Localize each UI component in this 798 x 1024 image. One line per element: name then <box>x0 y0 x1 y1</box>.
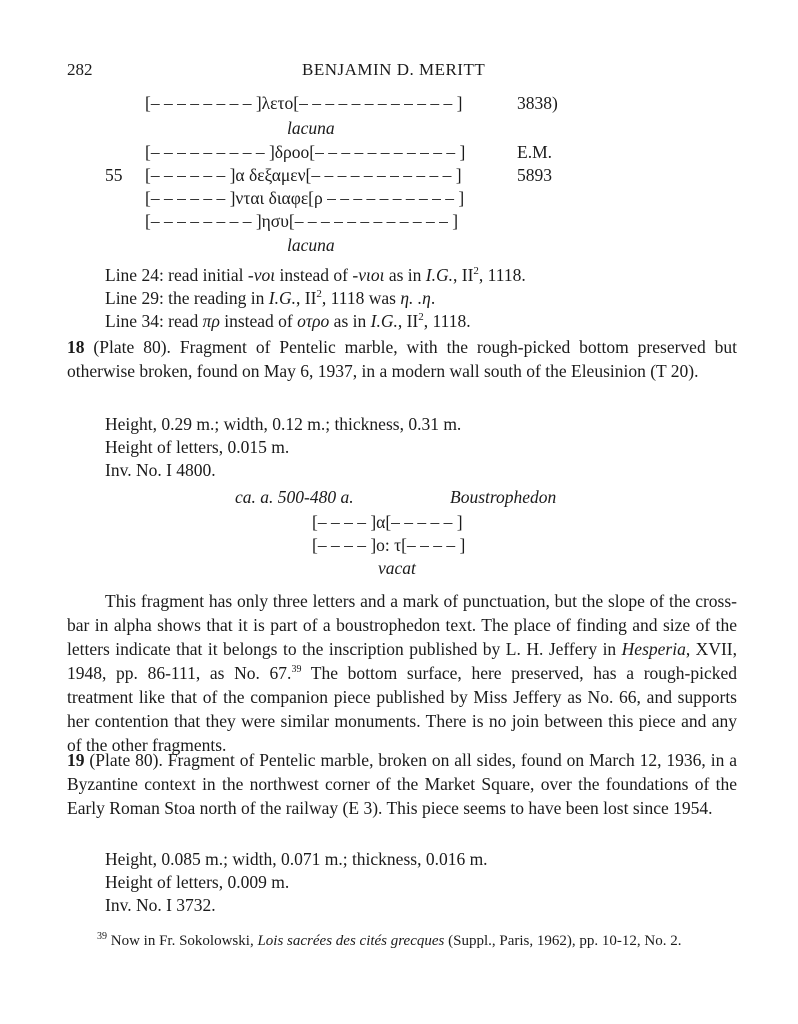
inventory-number: Inv. No. I 4800. <box>105 460 216 480</box>
inscription-line: [– – – – – – – – ]λετο[– – – – – – – – – – – – ] <box>145 93 463 113</box>
inscription-line: [– – – – – – – – – ]δροο[– – – – – – – – – – – ] <box>145 142 466 162</box>
inscription-line: [– – – – ]ο: τ[– – – – ] <box>312 535 466 555</box>
running-title: BENJAMIN D. MERITT <box>302 60 486 79</box>
entry-number: 19 <box>67 750 85 770</box>
museum-ref: 3838) <box>517 93 558 113</box>
line-number: 55 <box>105 165 123 185</box>
inscription-line: [– – – – – – ]νται διαφε[ρ – – – – – – – – – – ] <box>145 188 465 208</box>
entry-number: 18 <box>67 337 85 357</box>
inscription-line: [– – – – – – ]α δεξαμεν[– – – – – – – – – – – ] <box>145 165 462 185</box>
vacat-label: vacat <box>378 558 416 578</box>
footnote-mark: 39 <box>97 931 107 942</box>
dimensions: Height, 0.29 m.; width, 0.12 m.; thickness, 0.31 m. <box>105 414 462 434</box>
letter-height: Height of letters, 0.009 m. <box>105 872 290 892</box>
entry-19-intro: 19 (Plate 80). Fragment of Pentelic marble, broken on all sides, found on March 12, 1936, in a Byzantine context in the northwest corner of the Market Square, over the foundations of the Early Roman Stoa north of the railway (E 3). This piece seems to have been lost since 1954. <box>67 750 737 818</box>
lacuna-label: lacuna <box>287 235 335 255</box>
entry-18-discussion: This fragment has only three letters and a mark of punctuation, but the slope of the cross-bar in alpha shows that it is part of a boustrophedon text. The place of finding and size of the letters indicate that it belongs to the inscription published by L. H. Jeffery in Hesperia, XVII, 1948, pp. 86-111, as No. 67.39 The bottom surface, here preserved, has a rough-picked treatment like that of the companion piece published by Miss Jeffery as No. 66, and supports her contention that they were similar monuments. There is no join between this piece and any of the other fragments. <box>67 591 737 755</box>
style-label: Boustrophedon <box>450 487 557 507</box>
museum-ref: E.M. <box>517 142 552 162</box>
letter-height: Height of letters, 0.015 m. <box>105 437 290 457</box>
line-note: Line 29: the reading in I.G., $II^2$, 1118 was η. .η. <box>105 288 436 308</box>
page-number: 282 <box>67 60 93 79</box>
lacuna-label: lacuna <box>287 118 335 138</box>
entry-18-intro: 18 (Plate 80). Fragment of Pentelic marble, with the rough-picked bottom preserved but otherwise broken, found on May 6, 1937, in a modern wall south of the Eleusinion (T 20). <box>67 337 737 381</box>
date-label: ca. a. 500-480 a. <box>235 487 354 507</box>
inventory-number: Inv. No. I 3732. <box>105 895 216 915</box>
line-note: Line 24: read initial -νοι instead of -νιοι as in I.G., $II^2$, 1118. <box>105 265 526 285</box>
inscription-line: [– – – – – – – – ]ησυ[– – – – – – – – – – – – ] <box>145 211 459 231</box>
museum-ref: 5893 <box>517 165 552 185</box>
footnote-ref: 39 <box>291 664 302 676</box>
dimensions: Height, 0.085 m.; width, 0.071 m.; thickness, 0.016 m. <box>105 849 488 869</box>
line-note: Line 34: read πρ instead of οτρο as in I.G., $II^2$, 1118. <box>105 311 471 331</box>
inscription-line: [– – – – ]α[– – – – – ] <box>312 512 463 532</box>
footnote: $^{39}$ Now in Fr. Sokolowski, Lois sacrées des cités grecques (Suppl., Paris, 1962), pp. 10-12, No. 2. <box>97 931 682 949</box>
